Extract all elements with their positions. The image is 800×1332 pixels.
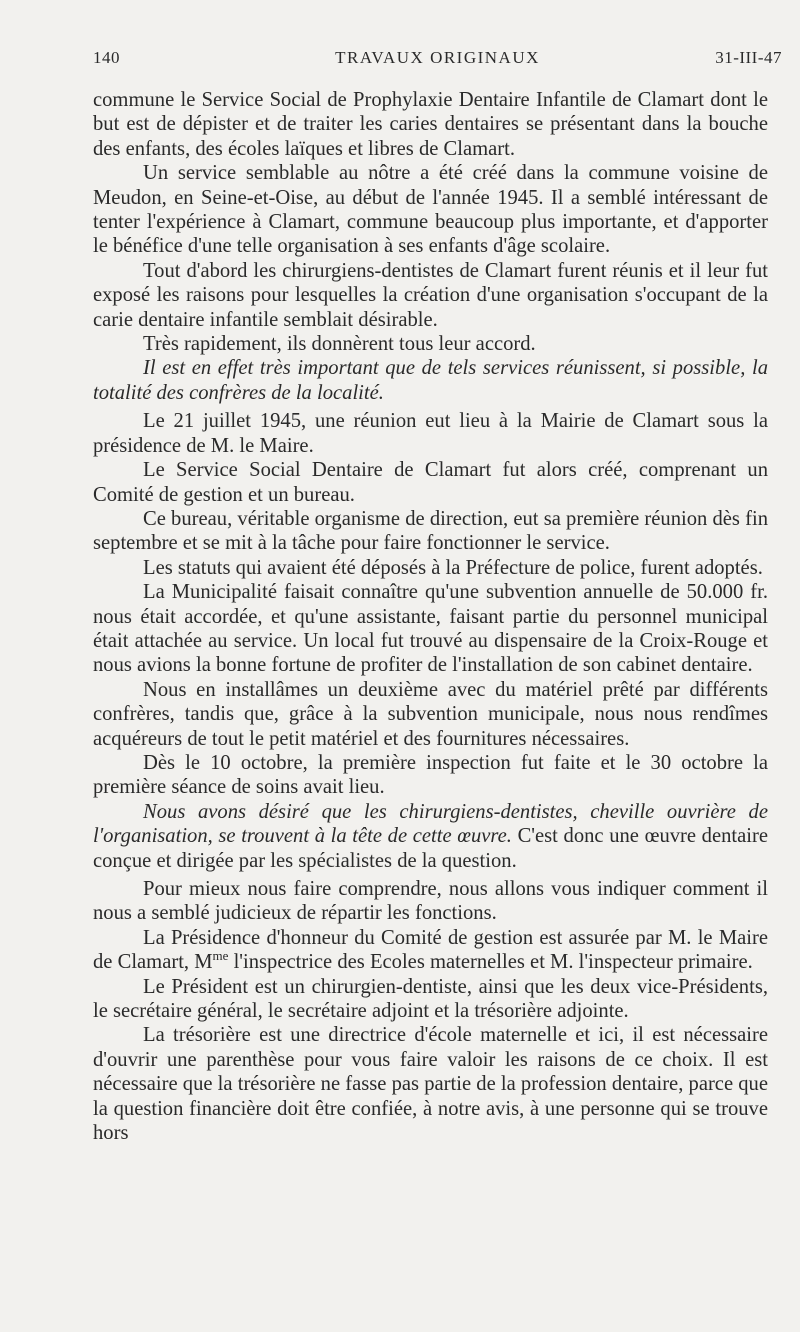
paragraph: Pour mieux nous faire comprendre, nous allons vous indiquer comment il nous a semblé judicieux de répartir les fonctions. bbox=[93, 878, 768, 925]
paragraph: Un service semblable au nôtre a été créé dans la commune voisine de Meudon, en Seine-et-Oise, au début de l'année 1945. Il a semblé intéressant de tenter l'expérience à Clamart, commune beaucoup plus importante, et d'apporter le bénéfice d'une telle organisation à ses enfants d'âge scolaire. bbox=[93, 162, 768, 258]
paragraph: commune le Service Social de Prophylaxie Dentaire Infantile de Clamart dont le but est de dépister et de traiter les caries dentaires se présentant dans la bouche des enfants, des écoles laïques et libres de Clamart. bbox=[93, 89, 768, 160]
issue-date: 31-III-47 bbox=[715, 48, 782, 67]
paragraph-mixed bbox=[93, 800, 768, 873]
paragraph: Le 21 juillet 1945, une réunion eut lieu à la Mairie de Clamart sous la présidence de M. le Maire. bbox=[93, 410, 768, 457]
running-title: TRAVAUX ORIGINAUX bbox=[335, 48, 540, 67]
paragraph: Très rapidement, ils donnèrent tous leur accord. bbox=[143, 333, 536, 356]
text-span: La Présidence d'honneur du Comité de gestion est assurée par M. le Maire de Clamart, M bbox=[93, 926, 768, 974]
paragraph: Le Service Social Dentaire de Clamart fut alors créé, comprenant un Comité de gestion et un bureau. bbox=[93, 459, 768, 506]
text-span: l'inspectrice des Ecoles maternelles et M. l'inspecteur primaire. bbox=[228, 951, 753, 974]
running-header bbox=[93, 48, 782, 76]
paragraph: Ce bureau, véritable organisme de direction, eut sa première réunion dès fin septembre et se mit à la tâche pour faire fonctionner le service. bbox=[93, 507, 768, 555]
paragraph: La Municipalité faisait connaître qu'une subvention annuelle de 50.000 fr. nous était accordée, et qu'une assistante, faisant partie du personnel municipal était attachée au service. Un local fut trouvé au dispensaire de la Croix-Rouge et nous avions la bonne fortune de profiter de l'installation de son cabinet dentaire. bbox=[93, 581, 768, 677]
article-body bbox=[93, 88, 768, 1145]
paragraph-with-superscript bbox=[93, 926, 768, 975]
roman-span: C'est donc une œuvre dentaire conçue et dirigée par les spécialistes de la question. bbox=[93, 825, 768, 872]
paragraph: Tout d'abord les chirurgiens-dentistes de Clamart furent réunis et il leur fut exposé les raisons pour lesquelles la création d'une organisation s'occupant de la carie dentaire infantile semblait désirable. bbox=[93, 259, 768, 331]
paragraph: Le Président est un chirurgien-dentiste, ainsi que les deux vice-Présidents, le secrétaire général, le secrétaire adjoint et la trésorière adjointe. bbox=[93, 975, 768, 1023]
paragraph: La trésorière est une directrice d'école maternelle et ici, il est nécessaire d'ouvrir une parenthèse pour vous faire valoir les raisons de ce choix. Il est nécessaire que la trésorière ne fasse pas partie de la profession dentaire, parce que la question financière doit être confiée, à notre avis, à une personne qui se trouve hors bbox=[93, 1024, 768, 1145]
paragraph: Dès le 10 octobre, la première inspection fut faite et le 30 octobre la première séance de soins avait lieu. bbox=[93, 751, 768, 799]
paragraph: Les statuts qui avaient été déposés à la Préfecture de police, furent adoptés. bbox=[143, 556, 763, 579]
italic-span: Nous avons désiré que les chirurgiens-dentistes, cheville ouvrière de l'organisation, se trouvent à la tête de cette œuvre. bbox=[93, 800, 768, 848]
paragraph: Nous en installâmes un deuxième avec du matériel prêté par différents confrères, tandis que, grâce à la subvention municipale, nous nous rendîmes acquéreurs de tout le petit matériel et des fournitures nécessaires. bbox=[93, 678, 768, 750]
superscript: me bbox=[212, 948, 229, 964]
page-number: 140 bbox=[93, 48, 120, 67]
italic-paragraph: Il est en effet très important que de tels services réunissent, si possible, la totalité des confrères de la localité. bbox=[93, 357, 768, 404]
